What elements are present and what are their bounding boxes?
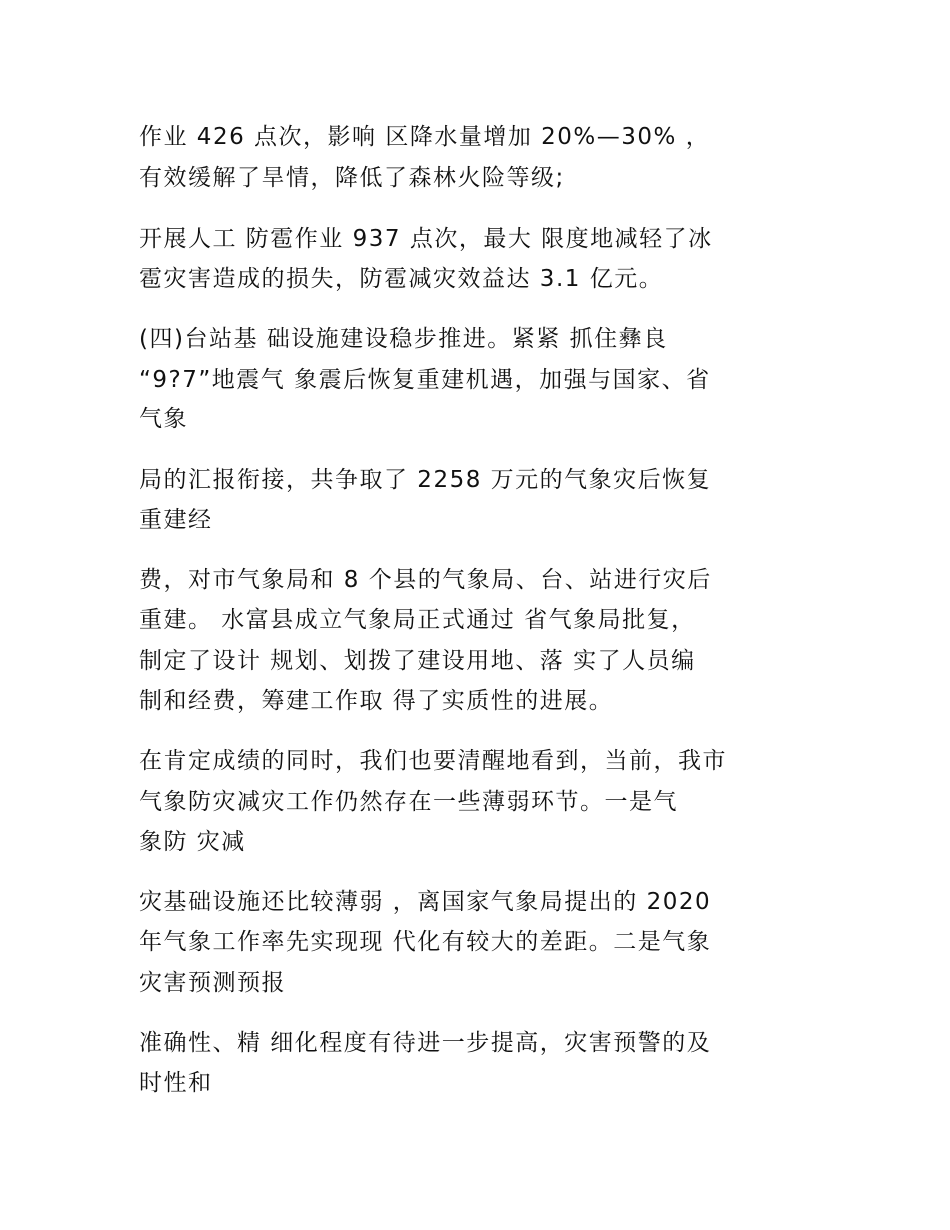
text-line: 灾害预测预报 xyxy=(139,970,286,996)
text-line: 雹灾害造成的损失，防雹减灾效益达 3.1 亿元。 xyxy=(139,266,664,292)
text-line: 准确性、精 细化程度有待进一步提高，灾害预警的及 xyxy=(139,1030,712,1056)
text-line: 气象 xyxy=(139,406,188,432)
text-line: 气象防灾减灾工作仍然存在一些薄弱环节。一是气 xyxy=(139,789,678,815)
text-line: 开展人工 防雹作业 937 点次，最大 限度地减轻了冰 xyxy=(139,226,713,252)
text-line: 作业 426 点次，影响 区降水量增加 20%—30% ， xyxy=(139,124,711,150)
text-line: 灾基础设施还比较薄弱 ，离国家气象局提出的 2020 xyxy=(139,889,712,915)
text-line: 局的汇报衔接，共争取了 2258 万元的气象灾后恢复 xyxy=(139,467,712,493)
text-line: 费，对市气象局和 8 个县的气象局、台、站进行灾后 xyxy=(139,567,712,593)
text-line: 制定了设计 规划、划拨了建设用地、落 实了人员编 xyxy=(139,648,696,674)
text-line: 重建经 xyxy=(139,507,213,533)
text-line: 在肯定成绩的同时，我们也要清醒地看到，当前，我市 xyxy=(139,748,727,774)
text-line: “9?7”地震气 象震后恢复重建机遇，加强与国家、省 xyxy=(139,367,711,393)
text-line: 有效缓解了旱情，降低了森林火险等级; xyxy=(139,165,565,191)
text-line: 象防 灾减 xyxy=(139,829,246,855)
text-line: 制和经费，筹建工作取 得了实质性的进展。 xyxy=(139,688,614,714)
text-line: 时性和 xyxy=(139,1070,213,1096)
text-line: 重建。 水富县成立气象局正式通过 省气象局批复， xyxy=(139,607,696,633)
text-line: 年气象工作率先实现现 代化有较大的差距。二是气象 xyxy=(139,929,712,955)
text-line: (四)台站基 础设施建设稳步推进。紧紧 抓住彝良 xyxy=(139,326,668,352)
